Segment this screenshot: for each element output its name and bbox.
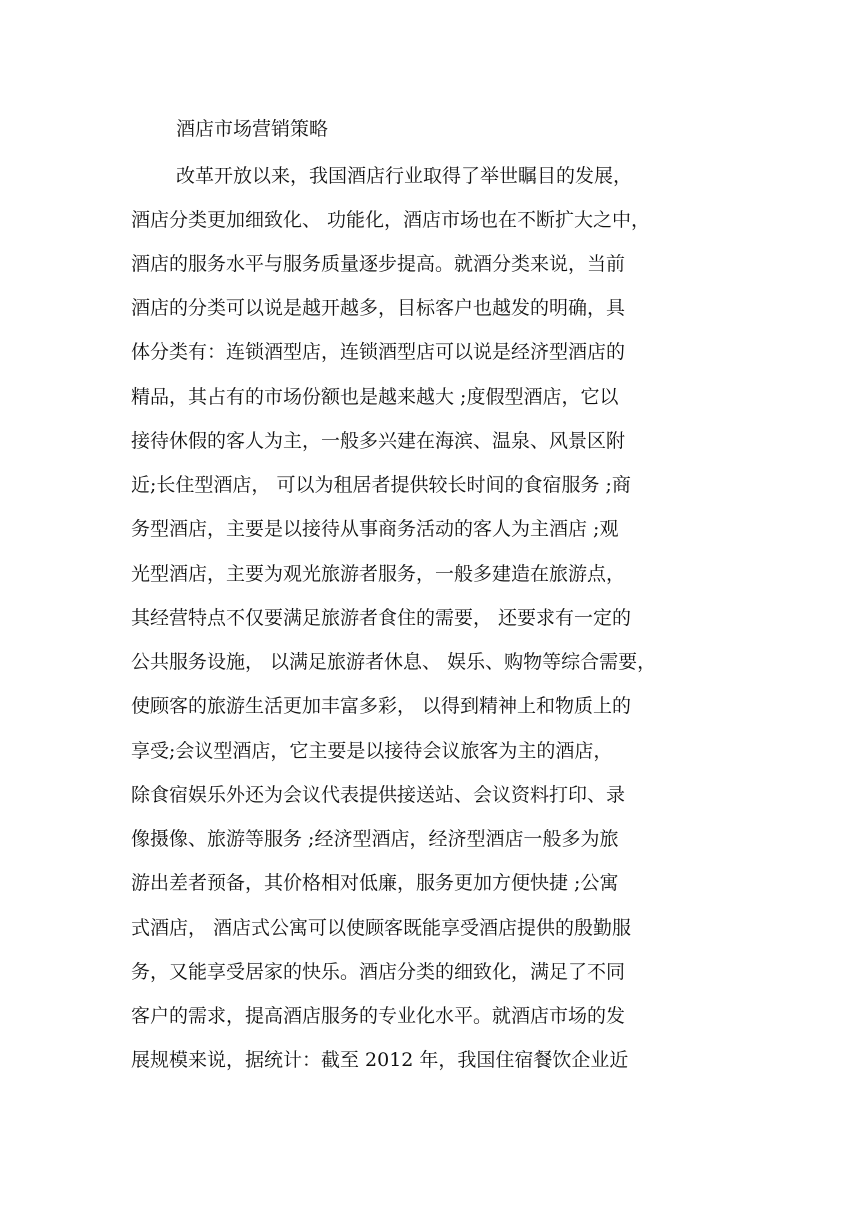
body-line: 展规模来说，据统计：截至 2012 年，我国住宿餐饮企业近 xyxy=(131,1049,629,1071)
body-line: 精品，其占有的市场份额也是越来越大 ;度假型酒店，它以 xyxy=(131,386,619,408)
body-line: 光型酒店，主要为观光旅游者服务，一般多建造在旅游点， xyxy=(131,563,626,585)
body-line: 务，又能享受居家的快乐。酒店分类的细致化，满足了不同 xyxy=(131,961,626,983)
body-line: 体分类有：连锁酒型店，连锁酒型店可以说是经济型酒店的 xyxy=(131,341,626,363)
body-line: 游出差者预备，其价格相对低廉，服务更加方便快捷 ;公寓 xyxy=(131,872,619,894)
body-line: 接待休假的客人为主，一般多兴建在海滨、温泉、风景区附 xyxy=(131,430,626,452)
body-line: 务型酒店，主要是以接待从事商务活动的客人为主酒店 ;观 xyxy=(131,518,619,540)
body-line: 使顾客的旅游生活更加丰富多彩， 以得到精神上和物质上的 xyxy=(131,695,632,717)
body-line: 像摄像、旅游等服务 ;经济型酒店，经济型酒店一般多为旅 xyxy=(131,828,619,850)
body-line: 酒店分类更加细致化、 功能化，酒店市场也在不断扩大之中， xyxy=(131,209,651,231)
body-line: 酒店的服务水平与服务质量逐步提高。就酒分类来说，当前 xyxy=(131,253,626,275)
body-line: 改革开放以来，我国酒店行业取得了举世瞩目的发展， xyxy=(176,165,633,187)
body-line: 公共服务设施， 以满足旅游者休息、 娱乐、购物等综合需要， xyxy=(131,651,657,673)
body-line: 其经营特点不仅要满足旅游者食住的需要， 还要求有一定的 xyxy=(131,607,632,629)
body-line: 享受;会议型酒店，它主要是以接待会议旅客为主的酒店， xyxy=(131,740,613,762)
body-line: 客户的需求，提高酒店服务的专业化水平。就酒店市场的发 xyxy=(131,1005,626,1027)
body-line: 近;长住型酒店， 可以为租居者提供较长时间的食宿服务 ;商 xyxy=(131,474,631,496)
body-line: 除食宿娱乐外还为会议代表提供接送站、会议资料打印、录 xyxy=(131,784,626,806)
body-line: 式酒店， 酒店式公寓可以使顾客既能享受酒店提供的殷勤服 xyxy=(131,917,632,939)
document-title: 酒店市场营销策略 xyxy=(176,118,329,140)
body-line: 酒店的分类可以说是越开越多，目标客户也越发的明确，具 xyxy=(131,297,626,319)
